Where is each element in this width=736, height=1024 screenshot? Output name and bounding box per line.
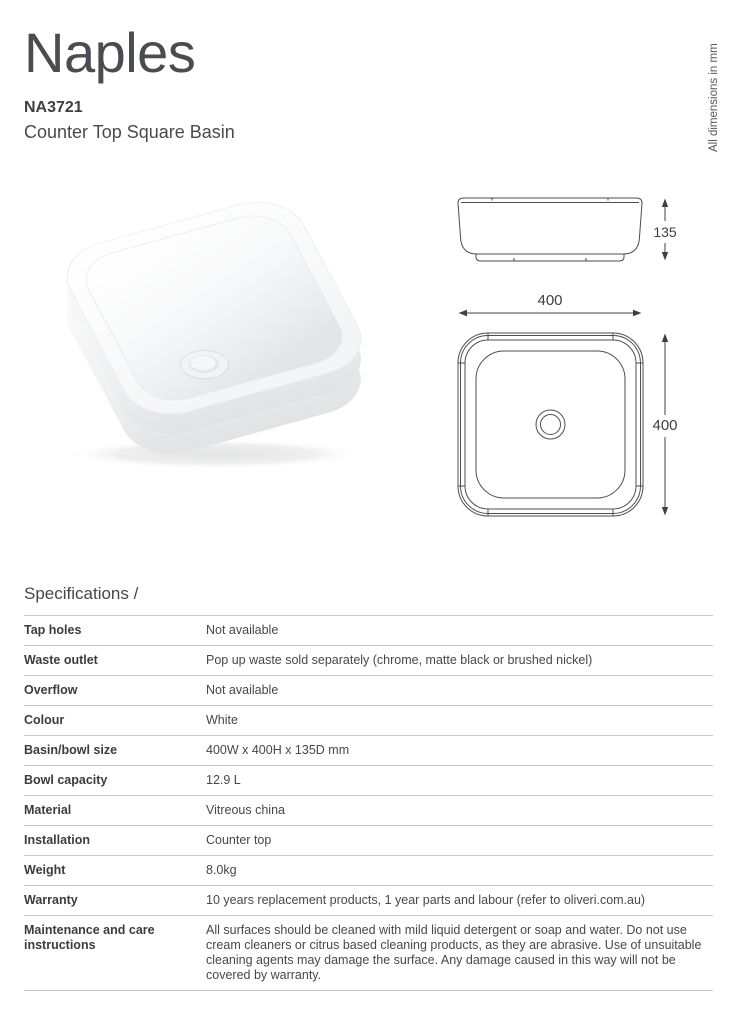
spec-row: [24, 616, 713, 646]
spec-value: 10 years replacement products, 1 year parts and labour (refer to oliveri.com.au): [206, 893, 646, 907]
spec-label: Warranty: [24, 893, 78, 907]
spec-row: [24, 886, 713, 916]
basin-photo-illustration: [30, 180, 390, 480]
spec-value: Counter top: [206, 833, 272, 847]
spec-label: Bowl capacity: [24, 773, 108, 787]
dim-height-label: 135: [653, 224, 677, 240]
spec-row: [24, 796, 713, 826]
page-title: Naples: [24, 21, 196, 84]
dim-width-label: 400: [537, 292, 563, 309]
spec-value: White: [206, 713, 238, 727]
spec-value: Vitreous china: [206, 803, 285, 817]
spec-value: Not available: [206, 683, 279, 697]
spec-value: Pop up waste sold separately (chrome, matte black or brushed nickel): [206, 653, 593, 667]
header: [24, 21, 235, 143]
spec-row: [24, 676, 713, 706]
side-view-drawing: [458, 198, 642, 262]
spec-value: 12.9 L: [206, 773, 241, 787]
product-subtitle: Counter Top Square Basin: [24, 121, 235, 142]
spec-value: 400W x 400H x 135D mm: [206, 743, 350, 757]
spec-value: All surfaces should be cleaned with mild liquid detergent or soap and water. Do not use cream cleaners or citrus based cleaning products, as they are abrasive. Use of unsuitable cleaning agents may damage the surface. Any damage caused in this way will not be covered by warranty.: [206, 923, 702, 982]
spec-row: [24, 646, 713, 676]
specifications-section: [24, 584, 713, 991]
spec-row: [24, 706, 713, 736]
spec-value: Not available: [206, 623, 279, 637]
spec-label: Weight: [24, 863, 66, 877]
product-photo: [30, 180, 390, 480]
spec-label: Overflow: [24, 683, 78, 697]
spec-row: [24, 736, 713, 766]
spec-row: [24, 766, 713, 796]
plan-view-drawing: [458, 333, 643, 516]
dimensions-note: All dimensions in mm: [708, 43, 720, 152]
spec-table-body: [24, 616, 713, 991]
spec-table: [24, 615, 713, 991]
spec-label: Installation: [24, 833, 90, 847]
spec-row: [24, 826, 713, 856]
spec-row: [24, 856, 713, 886]
dim-width: [459, 310, 642, 316]
spec-label: Waste outlet: [24, 653, 98, 667]
spec-value: 8.0kg: [206, 863, 237, 877]
spec-label: Material: [24, 803, 72, 817]
technical-drawings: [440, 188, 736, 533]
spec-label: Basin/bowl size: [24, 743, 118, 757]
specifications-title: Specifications /: [24, 584, 139, 603]
spec-label: Colour: [24, 713, 65, 727]
spec-label: Tap holes: [24, 623, 82, 637]
model-number: NA3721: [24, 98, 83, 116]
dim-depth-label: 400: [652, 417, 678, 434]
spec-label: Maintenance and care instructions: [24, 923, 155, 952]
spec-row: [24, 916, 713, 991]
